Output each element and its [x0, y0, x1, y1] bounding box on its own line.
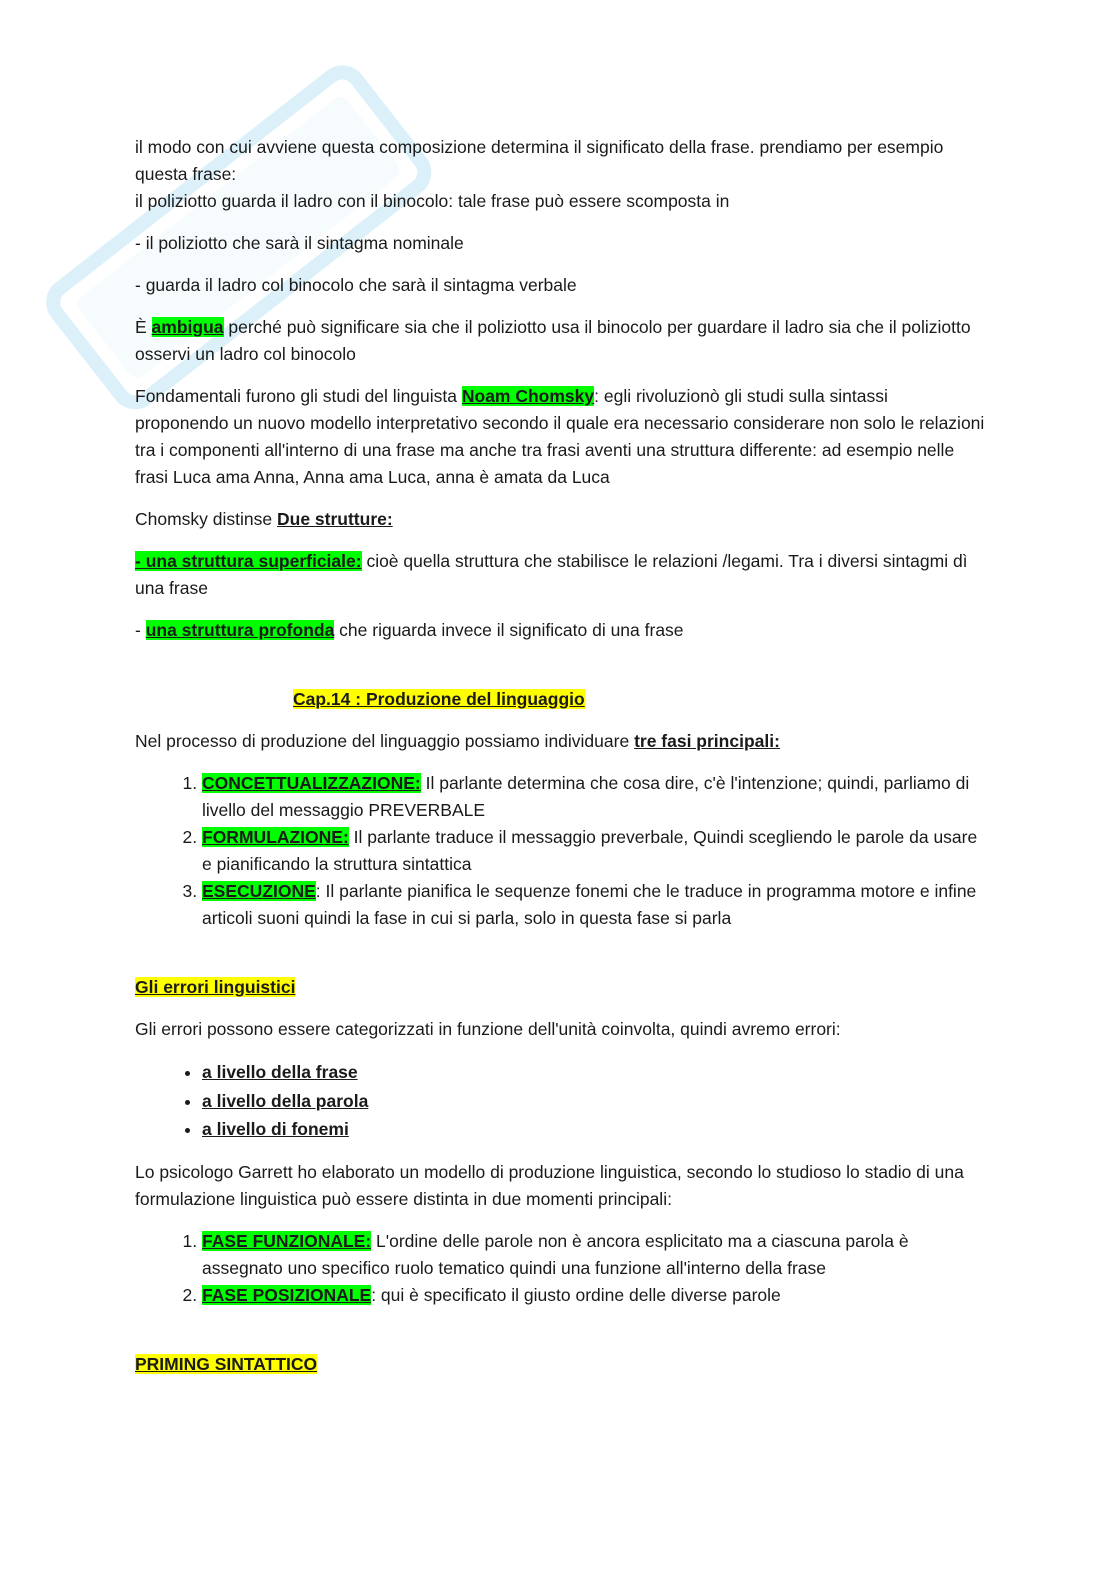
- garrett-list: [135, 1228, 985, 1309]
- list-item: • a livello della frase: [202, 1058, 985, 1087]
- list-item: • a livello della parola: [202, 1087, 985, 1116]
- phases-list: [135, 770, 985, 932]
- paragraph-intro: il modo con cui avviene questa composizione determina il significato della frase. prendiamo per esempio questa frase: il poliziotto guarda il ladro con il binocolo: tale frase può essere scomposta in: [135, 137, 944, 211]
- paragraph-deep: - una struttura profonda che riguarda invece il significato di una frase: [135, 620, 684, 640]
- paragraph-errors: Gli errori possono essere categorizzati in funzione dell'unità coinvolta, quindi avremo errori:: [135, 1019, 841, 1039]
- paragraph-chomsky: Fondamentali furono gli studi del linguista Noam Chomsky: egli rivoluzionò gli studi sulla sintassi proponendo un nuovo modello interpretativo secondo il quale era necessario considerare non solo le relazioni tra i componenti all'interno di una frase ma anche tra frasi aventi una struttura differente: ad esempio nelle frasi Luca ama Anna, Anna ama Luca, anna è amata da Luca: [135, 386, 985, 487]
- paragraph-ambiguous: È ambigua perché può significare sia che il poliziotto usa il binocolo per guardare il ladro sia che il poliziotto osservi un ladro col binocolo: [135, 317, 971, 364]
- paragraph-nominal: - il poliziotto che sarà il sintagma nominale: [135, 233, 464, 253]
- highlight-chomsky: Noam Chomsky: [461, 386, 595, 406]
- chapter-title: Cap.14 : Produzione del linguaggio: [293, 689, 585, 709]
- paragraph-verbal: - guarda il ladro col binocolo che sarà il sintagma verbale: [135, 275, 577, 295]
- priming-title: PRIMING SINTATTICO: [135, 1353, 318, 1374]
- list-item: 1. CONCETTUALIZZAZIONE: Il parlante determina che cosa dire, c'è l'intenzione; quindi, parliamo di livello del messaggio PREVERBALE: [202, 770, 985, 824]
- error-levels-list: [135, 1058, 985, 1144]
- highlight-profonda: una struttura profonda: [145, 620, 335, 640]
- errors-title: Gli errori linguistici: [135, 977, 296, 997]
- list-item: • a livello di fonemi: [202, 1115, 985, 1144]
- list-item: 1. FASE FUNZIONALE: L'ordine delle parole non è ancora esplicitato ma a ciascuna parola è assegnato uno specifico ruolo tematico quindi una funzione all'interno della frase: [202, 1228, 985, 1282]
- paragraph-phases-intro: Nel processo di produzione del linguaggio possiamo individuare tre fasi principali:: [135, 731, 780, 751]
- paragraph-superficial: - una struttura superficiale: cioè quella struttura che stabilisce le relazioni /legami. Tra i diversi sintagmi dì una frase: [135, 551, 968, 598]
- list-item: 2. FORMULAZIONE: Il parlante traduce il messaggio preverbale, Quindi scegliendo le parole da usare e pianificando la struttura sintattica: [202, 824, 985, 878]
- highlight-ambigua: ambigua: [151, 317, 224, 337]
- paragraph-two-structures: Chomsky distinse Due strutture:: [135, 509, 393, 529]
- list-item: 3. ESECUZIONE: Il parlante pianifica le sequenze fonemi che le traduce in programma motore e infine articoli suoni quindi la fase in cui si parla, solo in questa fase si parla: [202, 878, 985, 932]
- paragraph-garrett: Lo psicologo Garrett ho elaborato un modello di produzione linguistica, secondo lo studioso lo stadio di una formulazione linguistica può essere distinta in due momenti principali:: [135, 1161, 964, 1209]
- highlight-superficiale: - una struttura superficiale:: [135, 551, 362, 571]
- document-body: [135, 134, 985, 1393]
- bold-tre-fasi: tre fasi principali:: [634, 731, 780, 751]
- bold-due-strutture: Due strutture:: [277, 509, 393, 529]
- list-item: 2. FASE POSIZIONALE: qui è specificato il giusto ordine delle diverse parole: [202, 1282, 985, 1309]
